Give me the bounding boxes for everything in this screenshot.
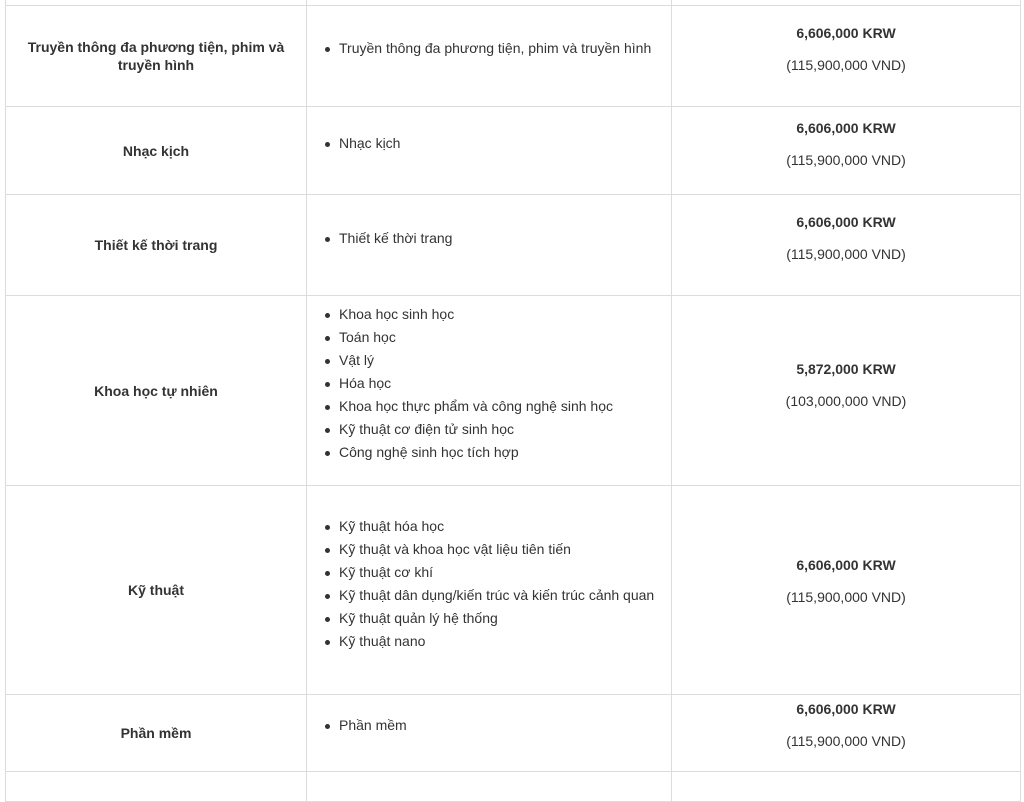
- table-row: [6, 107, 1021, 195]
- majors-cell: [307, 695, 672, 772]
- table-row: [6, 486, 1021, 695]
- majors-list: [307, 714, 671, 737]
- fee-krw: 6,606,000 KRW: [796, 557, 896, 573]
- list-item: Kỹ thuật quản lý hệ thống: [322, 607, 671, 630]
- majors-cell: [307, 772, 672, 802]
- list-item: Công nghệ sinh học tích hợp: [322, 441, 671, 464]
- list-item: Kỹ thuật nano: [322, 630, 671, 653]
- fee-cell: [672, 296, 1021, 486]
- fee-cell: [672, 486, 1021, 695]
- fee-vnd: (115,900,000 VND): [786, 57, 906, 73]
- fee-cell: [672, 695, 1021, 772]
- list-item: Kỹ thuật cơ điện tử sinh học: [322, 418, 671, 441]
- list-item: Truyền thông đa phương tiện, phim và truyền hình: [322, 37, 671, 60]
- fee-krw: 5,872,000 KRW: [796, 360, 896, 377]
- list-item: Kỹ thuật hóa học: [322, 515, 671, 538]
- list-item: Khoa học sinh học: [322, 303, 671, 326]
- fee-cell: [672, 6, 1021, 107]
- fee-krw: 6,606,000 KRW: [796, 701, 896, 717]
- fee-vnd: (115,900,000 VND): [786, 246, 906, 262]
- majors-list: [307, 37, 671, 60]
- fee-vnd: (115,900,000 VND): [786, 733, 906, 749]
- table-row: [6, 296, 1021, 486]
- majors-list: [307, 132, 671, 155]
- field-name: Khoa học tự nhiên: [6, 296, 307, 486]
- list-item: Khoa học thực phẩm và công nghệ sinh học: [322, 395, 671, 418]
- fee-krw: 6,606,000 KRW: [796, 214, 896, 230]
- field-name: Truyền thông đa phương tiện, phim và truyền hình: [6, 6, 307, 107]
- majors-cell: [307, 6, 672, 107]
- list-item: Kỹ thuật cơ khí: [322, 561, 671, 584]
- list-item: Toán học: [322, 326, 671, 349]
- list-item: Thiết kế thời trang: [322, 227, 671, 250]
- majors-cell: [307, 486, 672, 695]
- fee-cell: [672, 195, 1021, 296]
- majors-list: [307, 303, 671, 464]
- table-row-next: [6, 772, 1021, 802]
- list-item: Kỹ thuật dân dụng/kiến trúc và kiến trúc cảnh quan: [322, 584, 671, 607]
- fee-vnd: (115,900,000 VND): [786, 152, 906, 168]
- table-row: [6, 6, 1021, 107]
- field-cell: [6, 772, 307, 802]
- fee-cell: [672, 107, 1021, 195]
- majors-cell: [307, 195, 672, 296]
- list-item: Kỹ thuật và khoa học vật liệu tiên tiến: [322, 538, 671, 561]
- field-name: Phần mềm: [6, 695, 307, 772]
- majors-list: [307, 227, 671, 250]
- tuition-fee-table: [5, 0, 1021, 802]
- majors-cell: [307, 107, 672, 195]
- field-name: Kỹ thuật: [6, 486, 307, 695]
- list-item: Nhạc kịch: [322, 132, 671, 155]
- list-item: Hóa học: [322, 372, 671, 395]
- majors-list: [307, 515, 671, 653]
- table-row: [6, 195, 1021, 296]
- fee-krw: 6,606,000 KRW: [796, 25, 896, 41]
- table-row: [6, 695, 1021, 772]
- field-name: Thiết kế thời trang: [6, 195, 307, 296]
- fee-vnd: (115,900,000 VND): [786, 589, 906, 605]
- majors-cell: [307, 296, 672, 486]
- fee-vnd: (103,000,000 VND): [785, 392, 907, 409]
- list-item: Phần mềm: [322, 714, 671, 737]
- fee-krw: 6,606,000 KRW: [796, 120, 896, 136]
- field-name: Nhạc kịch: [6, 107, 307, 195]
- fee-cell: [672, 772, 1021, 802]
- list-item: Vật lý: [322, 349, 671, 372]
